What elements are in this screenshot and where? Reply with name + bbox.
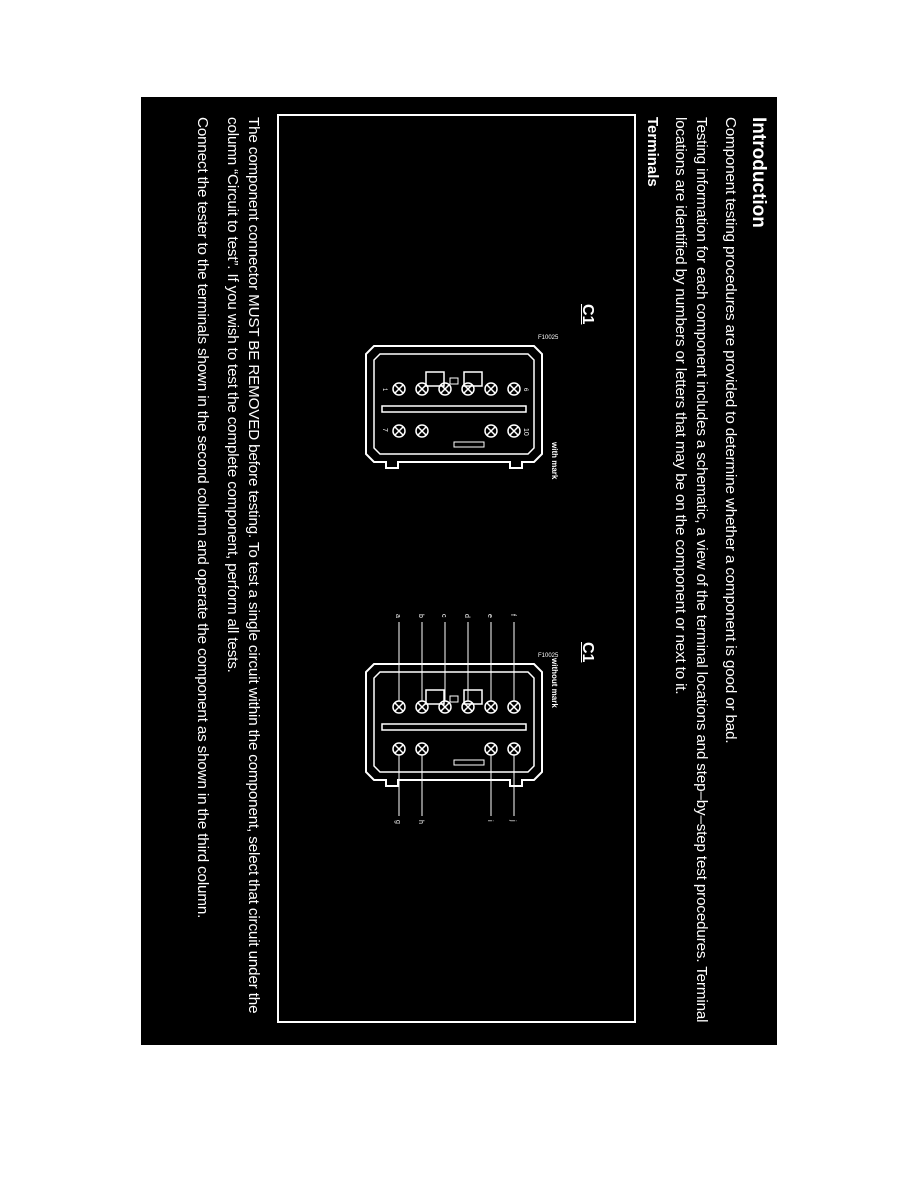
intro-paragraph: Component testing procedures are provided to determine whether a component is good or bad. (722, 117, 739, 744)
notes-paragraph-line-2: column “Circuit to test”. If you wish to test the complete component, perform all tests. (224, 117, 241, 673)
right-pin-label: h (417, 820, 424, 824)
right-pin-label: c (440, 614, 447, 618)
left-connector-label: with mark (550, 442, 559, 480)
left-pin-label: 7 (381, 428, 388, 432)
left-connector (366, 335, 559, 480)
terminals-figure-panel (277, 114, 636, 1023)
left-pin-label: 6 (522, 388, 528, 392)
tester-instruction: Connect the tester to the terminals shown in the second column and operate the component as shown in the third column. (194, 117, 211, 919)
right-pin-label: e (486, 614, 493, 618)
right-pin-label: j (509, 820, 516, 822)
right-pin-label: b (417, 614, 424, 618)
left-figure-id: F10025 (538, 335, 559, 341)
left-key-slot (454, 442, 484, 447)
section-title: Introduction (748, 117, 769, 228)
right-connector (366, 346, 559, 824)
terminals-heading: Terminals (644, 117, 661, 187)
right-connector-label: without mark (550, 658, 559, 708)
right-connector-housing (366, 664, 542, 786)
right-figure-id: F10025 (538, 653, 559, 659)
left-row-a-pins (393, 383, 520, 395)
right-pin-label: i (486, 820, 493, 822)
connector-diagrams (279, 116, 634, 1021)
left-connector-housing (366, 346, 542, 468)
left-pin-label: 1 (381, 388, 387, 392)
left-connector-caption: C1 (579, 304, 596, 325)
notes-paragraph-line-1: The component connector MUST BE REMOVED before testing. To test a single circuit within the component, select that circuit under the (245, 117, 262, 1014)
document-page (141, 97, 777, 1045)
right-connector-caption: C1 (579, 642, 596, 663)
right-row-a-leaders (399, 622, 514, 701)
right-pin-label: a (394, 614, 401, 618)
right-row-b-pins (393, 743, 520, 755)
right-pin-label: f (509, 614, 516, 616)
right-pin-label: g (394, 820, 401, 824)
right-pin-label: d (463, 614, 470, 618)
left-row-b-pins (393, 425, 520, 437)
info-paragraph-line-2: locations are identified by numbers or letters that may be on the component or next to it. (672, 117, 689, 695)
left-pin-label: 10 (522, 428, 529, 436)
right-row-b-leaders (399, 755, 514, 816)
info-paragraph-line-1: Testing information for each component includes a schematic, a view of the terminal locations and step–by–step test procedures. Terminal (693, 117, 710, 1023)
rotated-content (141, 97, 777, 1045)
right-row-a-pins (393, 701, 520, 713)
left-pin-divider (382, 406, 526, 412)
